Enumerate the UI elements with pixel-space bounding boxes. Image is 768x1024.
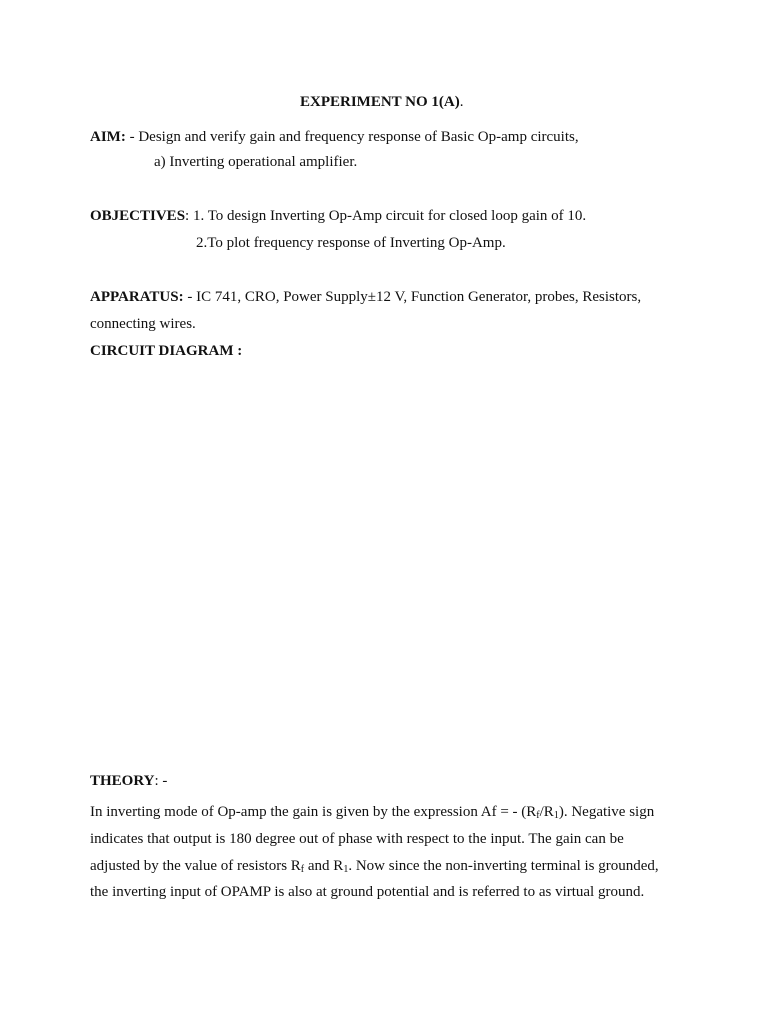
objective-item-2: 2.To plot frequency response of Inverting Op-Amp. xyxy=(196,235,506,251)
experiment-title xyxy=(300,93,463,111)
theory-label-suffix: : - xyxy=(154,773,168,789)
circuit-diagram-heading xyxy=(90,342,242,360)
theory-line-1-c: ). Negative sign xyxy=(558,804,655,820)
objectives-label: OBJECTIVES xyxy=(90,208,186,224)
apparatus-label: APPARATUS: xyxy=(90,289,184,305)
theory-line-2: indicates that output is 180 degree out of phase with respect to the input. The gain can be xyxy=(90,831,624,847)
objectives-line xyxy=(90,207,586,225)
apparatus-line xyxy=(90,288,641,306)
apparatus-text-1: - IC 741, CRO, Power Supply±12 V, Function Generator, probes, Resistors, xyxy=(183,289,642,305)
theory-line-3-sub-1: 1 xyxy=(343,864,349,875)
circuit-diagram-area xyxy=(90,372,680,762)
theory-line-1-b: /R xyxy=(539,804,554,820)
theory-line-4: the inverting input of OPAMP is also at ground potential and is referred to as virtual ground. xyxy=(90,884,645,900)
aim-sub-item: a) Inverting operational amplifier. xyxy=(154,154,358,170)
apparatus-text-2: connecting wires. xyxy=(90,316,196,332)
theory-line-1-sub-1: 1 xyxy=(553,810,559,821)
theory-line-3-c: . Now since the non-inverting terminal is grounded, xyxy=(348,858,659,874)
theory-line-3-a: adjusted by the value of resistors R xyxy=(90,858,301,874)
theory-line-1-a: In inverting mode of Op-amp the gain is given by the expression Af = - (R xyxy=(90,804,537,820)
aim-text: - Design and verify gain and frequency response of Basic Op-amp circuits, xyxy=(125,129,579,145)
theory-line-3 xyxy=(90,857,659,879)
theory-line-3-b: and R xyxy=(304,858,344,874)
experiment-title-suffix: . xyxy=(459,94,464,110)
experiment-title-text: EXPERIMENT NO 1(A) xyxy=(300,94,460,110)
theory-heading xyxy=(90,772,167,790)
theory-line-3-sub-f: f xyxy=(300,864,305,875)
theory-line-1 xyxy=(90,803,654,825)
objective-item-1: : 1. To design Inverting Op-Amp circuit for closed loop gain of 10. xyxy=(185,208,587,224)
theory-line-1-sub-f: f xyxy=(536,810,540,821)
aim-label: AIM: xyxy=(90,129,126,145)
circuit-diagram-label: CIRCUIT DIAGRAM : xyxy=(90,343,243,359)
aim-line xyxy=(90,128,579,146)
theory-label: THEORY xyxy=(90,773,155,789)
